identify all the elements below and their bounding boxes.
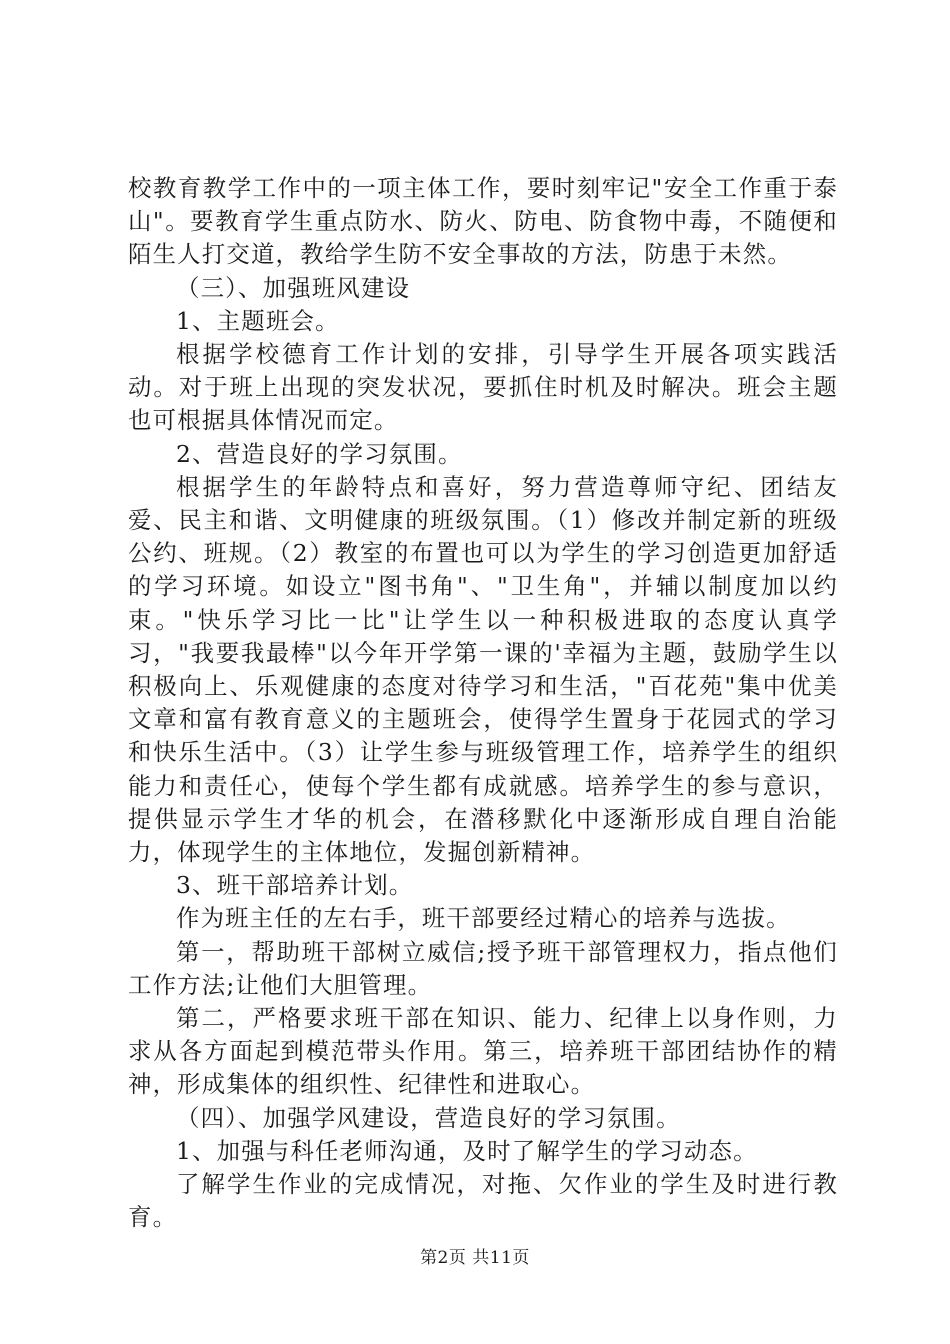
document-body bbox=[128, 172, 838, 1235]
section-heading-4: （四）、加强学风建设，营造良好的学习氛围。 bbox=[176, 1103, 681, 1132]
subheading-cadre-plan: 3、班干部培养计划。 bbox=[176, 871, 414, 900]
subheading-teacher-communication: 1、加强与科任老师沟通，及时了解学生的学习动态。 bbox=[176, 1136, 758, 1165]
paragraph-homework: 了解学生作业的完成情况，对拖、欠作业的学生及时进行教育。 bbox=[128, 1170, 838, 1232]
section-heading-3: （三）、加强班风建设 bbox=[176, 273, 411, 302]
subheading-atmosphere: 2、营造良好的学习氛围。 bbox=[176, 439, 463, 468]
paragraph-cadre-first: 第一，帮助班干部树立威信;授予班干部管理权力，指点他们工作方法;让他们大胆管理。 bbox=[128, 937, 838, 999]
paragraph-atmosphere: 根据学生的年龄特点和喜好，努力营造尊师守纪、团结友爱、民主和谐、文明健康的班级氛围。（1）修改并制定新的班级公约、班规。（2）教室的布置也可以为学生的学习创造更加舒适的学习环境。如设立"图书角"、"卫生角"，并辅以制度加以约束。"快乐学习比一比"让学生以一种积极进取的态度认真学习，"我要我最棒"以今年开学第一课的'幸福为主题，鼓励学生以积极向上、乐观健康的态度对待学习和生活，"百花苑"集中优美文章和富有教育意义的主题班会，使得学生置身于花园式的学习和快乐生活中。（3）让学生参与班级管理工作，培养学生的组织能力和责任心，使每个学生都有成就感。培养学生的参与意识，提供显示学生才华的机会，在潜移默化中逐渐形成自理自治能力，体现学生的主体地位，发掘创新精神。 bbox=[128, 472, 838, 867]
page-footer: 第2页 共11页 bbox=[420, 1248, 530, 1268]
paragraph-theme-meeting: 根据学校德育工作计划的安排，引导学生开展各项实践活动。对于班上出现的突发状况，要抓住时机及时解决。班会主题也可根据具体情况而定。 bbox=[128, 340, 838, 435]
subheading-theme-meeting: 1、主题班会。 bbox=[176, 306, 340, 335]
paragraph-cadre-second-third: 第二，严格要求班干部在知识、能力、纪律上以身作则，力求从各方面起到模范带头作用。第三，培养班干部团结协作的精神，形成集体的组织性、纪律性和进取心。 bbox=[128, 1004, 838, 1099]
paragraph-1: 校教育教学工作中的一项主体工作，要时刻牢记"安全工作重于泰山"。要教育学生重点防水、防火、防电、防食物中毒，不随便和陌生人打交道，教给学生防不安全事故的方法，防患于未然。 bbox=[128, 174, 838, 269]
paragraph-cadre-intro: 作为班主任的左右手，班干部要经过精心的培养与选拔。 bbox=[176, 904, 791, 933]
